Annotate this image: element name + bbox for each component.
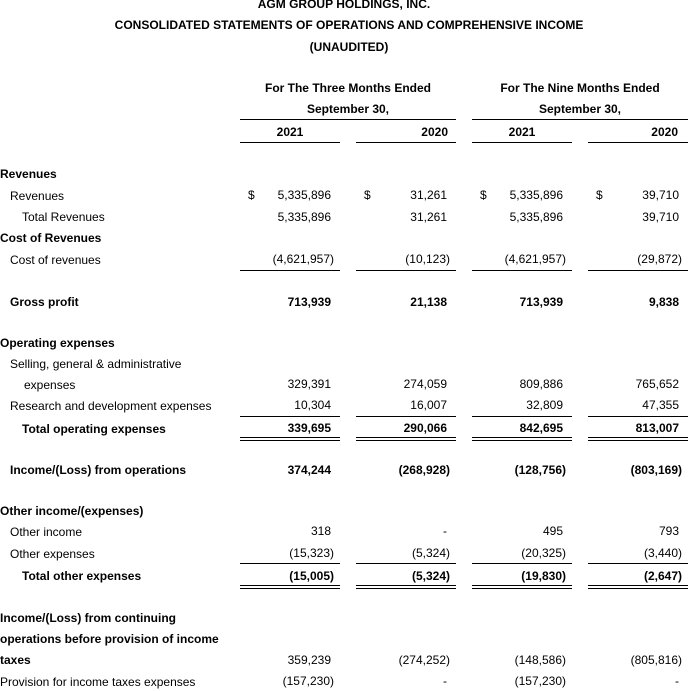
row-label-total-opex: Total operating expenses: [22, 422, 166, 436]
total-double-rule: [240, 437, 340, 441]
cell-value: (157,230): [282, 674, 334, 688]
subtotal-rule: [356, 416, 456, 417]
subtotal-rule: [588, 270, 688, 271]
cell-value: (157,230): [514, 674, 566, 688]
cell-value: 842,695: [519, 421, 563, 435]
cell-value: (29,872): [637, 252, 682, 266]
company-name: AGM GROUP HOLDINGS, INC.: [257, 0, 431, 11]
cell-value: 32,809: [526, 398, 563, 412]
cell-value: (15,323): [289, 546, 334, 560]
three-months-date: September 30,: [306, 102, 390, 116]
cell-value: 359,239: [287, 653, 331, 667]
year-header: 2020: [651, 125, 678, 139]
total-double-rule: [588, 437, 688, 441]
section-continuing-line1: Income/(Loss) from continuing: [0, 611, 176, 625]
three-months-rule: [240, 119, 456, 120]
cell-value: 39,710: [642, 188, 679, 202]
cell-value: 10,304: [294, 398, 331, 412]
currency-symbol: $: [596, 188, 603, 202]
cell-value: (5,324): [411, 569, 450, 583]
cell-value: 16,007: [410, 398, 447, 412]
statement-title: CONSOLIDATED STATEMENTS OF OPERATIONS AND COMPREHENSIVE INCOME: [114, 18, 584, 32]
cell-value: (148,586): [514, 653, 566, 667]
year-header: 2020: [421, 125, 448, 139]
subtotal-rule: [472, 270, 572, 271]
cell-value: 765,652: [635, 377, 679, 391]
total-double-rule: [240, 585, 340, 589]
row-label-rnd: Research and development expenses: [10, 399, 212, 413]
cell-value: (268,928): [398, 463, 450, 477]
cell-value: 5,335,896: [277, 188, 331, 202]
cell-value: (128,756): [514, 463, 566, 477]
subtotal-rule: [356, 270, 456, 271]
year-rule: [356, 142, 456, 143]
cell-value: 274,059: [403, 377, 447, 391]
cell-value: 5,335,896: [509, 210, 563, 224]
row-label-revenues: Revenues: [10, 189, 65, 203]
cell-value: 809,886: [519, 377, 563, 391]
section-other-income-expenses: Other income/(expenses): [0, 504, 144, 518]
subtotal-rule: [356, 563, 456, 564]
total-double-rule: [472, 437, 572, 441]
cell-value: 290,066: [403, 421, 447, 435]
cell-value: 5,335,896: [509, 188, 563, 202]
cell-value: (19,830): [521, 569, 566, 583]
row-label-total-revenues: Total Revenues: [22, 210, 105, 224]
cell-value: (274,252): [398, 653, 450, 667]
total-double-rule: [356, 437, 456, 441]
cell-value: (4,621,957): [504, 252, 566, 266]
cell-value: (10,123): [405, 252, 450, 266]
year-header: 2021: [508, 125, 536, 139]
row-label-ops-income: Income/(Loss) from operations: [10, 463, 187, 477]
row-label-cost-of-revenues: Cost of revenues: [10, 253, 101, 267]
cell-value: 813,007: [635, 421, 679, 435]
subtotal-rule: [588, 416, 688, 417]
subtotal-rule: [240, 270, 340, 271]
cell-value: 713,939: [287, 295, 331, 309]
currency-symbol: $: [364, 188, 371, 202]
currency-symbol: $: [480, 188, 487, 202]
cell-value: 495: [542, 524, 563, 538]
cell-value: 9,838: [648, 295, 679, 309]
total-double-rule: [588, 585, 688, 589]
section-operating-expenses: Operating expenses: [0, 336, 115, 350]
row-label-sga-line1: Selling, general & administrative: [10, 357, 182, 371]
cell-value: 47,355: [642, 398, 679, 412]
subtotal-rule: [240, 416, 340, 417]
year-rule: [472, 142, 572, 143]
section-continuing-line2: operations before provision of income: [0, 632, 219, 646]
year-header: 2021: [276, 125, 304, 139]
section-revenues: Revenues: [0, 167, 57, 181]
cell-value: 31,261: [410, 210, 447, 224]
currency-symbol: $: [248, 188, 255, 202]
cell-value: (3,440): [643, 546, 682, 560]
cell-value: 318: [310, 524, 331, 538]
cell-value: (2,647): [643, 569, 682, 583]
cell-value: -: [443, 524, 447, 538]
cell-value: 339,695: [287, 421, 331, 435]
subtotal-rule: [588, 563, 688, 564]
section-continuing-line3: taxes: [0, 653, 31, 667]
cell-value: 39,710: [642, 210, 679, 224]
cell-value: (20,325): [521, 546, 566, 560]
cell-value: 713,939: [519, 295, 563, 309]
year-rule: [588, 142, 688, 143]
nine-months-header: For The Nine Months Ended: [500, 81, 660, 95]
unaudited-label: (UNAUDITED): [309, 40, 389, 54]
cell-value: 21,138: [410, 295, 447, 309]
row-label-other-income: Other income: [10, 525, 83, 539]
subtotal-rule: [472, 416, 572, 417]
cell-value: (803,169): [630, 463, 682, 477]
cell-value: -: [675, 674, 679, 688]
cell-value: 793: [658, 524, 679, 538]
cell-value: (4,621,957): [272, 252, 334, 266]
nine-months-date: September 30,: [538, 102, 622, 116]
nine-months-rule: [472, 119, 688, 120]
total-double-rule: [472, 585, 572, 589]
cell-value: 374,244: [287, 463, 331, 477]
cell-value: 5,335,896: [277, 210, 331, 224]
cell-value: 31,261: [410, 188, 447, 202]
year-rule: [240, 142, 340, 143]
row-label-sga: expenses: [24, 378, 76, 392]
cell-value: -: [443, 674, 447, 688]
row-label-tax: Provision for income taxes expenses: [0, 675, 196, 689]
cell-value: (805,816): [630, 653, 682, 667]
cell-value: (5,324): [411, 546, 450, 560]
row-label-gross-profit: Gross profit: [10, 295, 79, 309]
cell-value: 329,391: [287, 377, 331, 391]
cell-value: (15,005): [289, 569, 334, 583]
section-cost-of-revenues: Cost of Revenues: [0, 231, 102, 245]
row-label-total-other: Total other expenses: [22, 569, 142, 583]
subtotal-rule: [472, 563, 572, 564]
subtotal-rule: [240, 563, 340, 564]
row-label-other-expenses: Other expenses: [10, 547, 95, 561]
three-months-header: For The Three Months Ended: [264, 81, 431, 95]
total-double-rule: [356, 585, 456, 589]
